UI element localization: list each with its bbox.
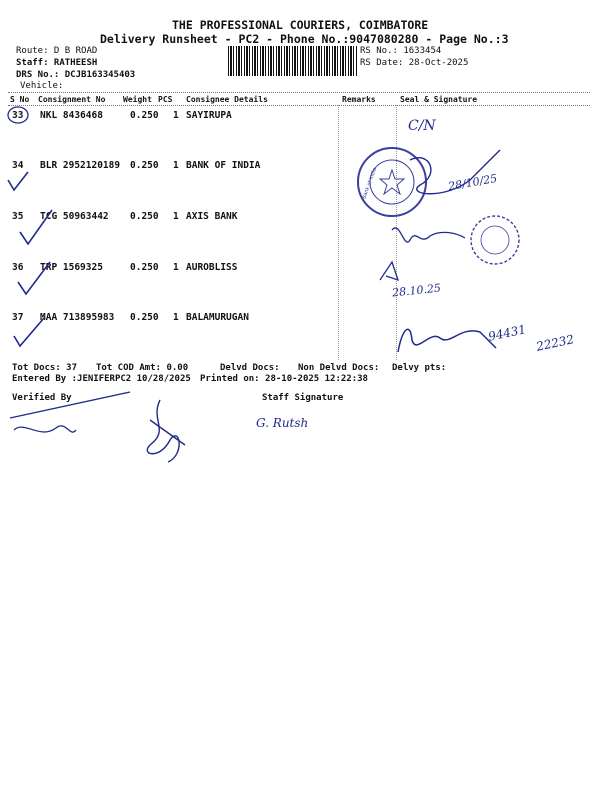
stamp-text: Bank of India (361, 167, 379, 200)
signature-35 (392, 228, 465, 242)
row-sno: 35 (12, 211, 24, 222)
non-delvd-docs: Non Delvd Docs: (298, 363, 380, 373)
col-sno: S No (10, 95, 30, 104)
handwritten-date-1: 28/10/25 (447, 171, 499, 194)
handwritten-cn: C/N (408, 118, 436, 134)
verified-by-label: Verified By (12, 393, 72, 403)
handwritten-phone-2: 22232 (534, 332, 576, 354)
col-consignee: Consignee Details (186, 95, 268, 104)
printed-on: Printed on: 28-10-2025 12:22:38 (200, 374, 368, 384)
route-label: Route: D B ROAD (16, 46, 98, 56)
circle-mark (8, 107, 28, 123)
runsheet-subtitle: Delivery Runsheet - PC2 - Phone No.:9047080280 - Page No.:3 (100, 32, 509, 46)
row-consignment: BLR 2952120189 (40, 160, 121, 171)
check-mark-35 (20, 210, 52, 244)
small-stamp-inner (481, 226, 509, 254)
col-seal-signature: Seal & Signature (400, 95, 478, 104)
verified-by-signature (10, 392, 130, 432)
col-remarks: Remarks (342, 95, 376, 104)
staff-signature-label: Staff Signature (262, 393, 344, 403)
row-weight: 0.250 (130, 312, 159, 323)
row-sno: 37 (12, 312, 24, 323)
tot-docs: Tot Docs: 37 (12, 363, 78, 373)
row-consignment: MAA 713895983 (40, 312, 115, 323)
signature-36 (380, 262, 398, 280)
entered-by: Entered By :JENIFERPC2 10/28/2025 (12, 374, 191, 384)
handwritten-phone-1: 94431 (486, 322, 528, 344)
drs-number: DRS No.: DCJB163345403 (16, 70, 136, 80)
row-consignment: NKL 8436468 (40, 110, 103, 121)
row-sno: 34 (12, 160, 24, 171)
vehicle-label: Vehicle: (20, 81, 64, 91)
row-consignment: TCG 50963442 (40, 211, 109, 222)
col-weight: Weight (123, 95, 152, 104)
row-weight: 0.250 (130, 211, 159, 222)
row-consignment: TRP 1569325 (40, 262, 103, 273)
col-consignment: Consignment No (38, 95, 106, 104)
row-pcs: 1 (173, 312, 179, 323)
row-consignee: BANK OF INDIA (186, 160, 261, 171)
check-mark-36 (18, 262, 50, 294)
row-sno: 36 (12, 262, 24, 273)
small-stamp (471, 216, 519, 264)
row-consignee: AXIS BANK (186, 211, 238, 222)
row-weight: 0.250 (130, 160, 159, 171)
row-consignee: AUROBLISS (186, 262, 238, 273)
row-pcs: 1 (173, 160, 179, 171)
row-consignee: BALAMURUGAN (186, 312, 249, 323)
row-weight: 0.250 (130, 262, 159, 273)
tot-cod-amount: Tot COD Amt: 0.00 (96, 363, 189, 373)
signature-37 (398, 329, 496, 352)
row-pcs: 1 (173, 211, 179, 222)
col-pcs: PCS (158, 95, 173, 104)
row-pcs: 1 (173, 262, 179, 273)
row-sno: 33 (12, 110, 24, 121)
check-mark-34 (8, 172, 28, 190)
staff-scribble (147, 400, 185, 462)
staff-label: Staff: RATHEESH (16, 58, 98, 68)
rs-number: RS No.: 1633454 (360, 46, 442, 56)
rs-date: RS Date: 28-Oct-2025 (360, 58, 469, 68)
handwritten-date-2: 28.10.25 (391, 281, 442, 300)
company-title: THE PROFESSIONAL COURIERS, COIMBATORE (172, 18, 429, 32)
row-weight: 0.250 (130, 110, 159, 121)
staff-signature-name: G. Rutsh (256, 416, 309, 430)
row-pcs: 1 (173, 110, 179, 121)
check-mark-37 (14, 318, 44, 346)
row-consignee: SAYIRUPA (186, 110, 232, 121)
delvd-docs: Delvd Docs: (220, 363, 280, 373)
delvy-pts: Delvy pts: (392, 363, 447, 373)
